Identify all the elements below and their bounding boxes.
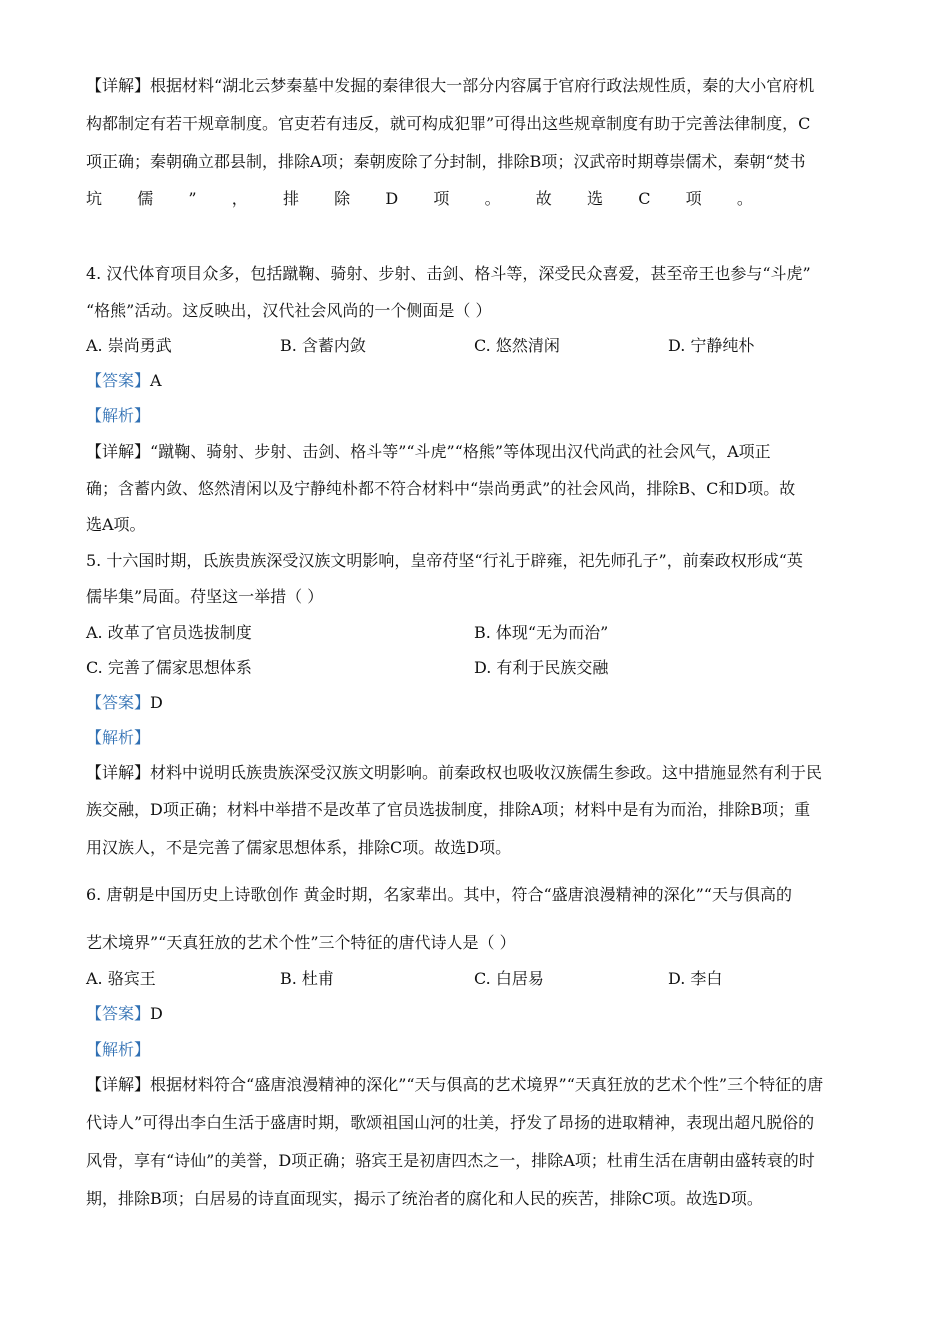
q4-detail-line-1: 【详解】“蹴鞠、骑射、步射、击剑、格斗等”“斗虎”“格熊”等体现出汉代尚武的社会风气，A项正 (86, 442, 771, 461)
q4-option-d: D. 宁静纯朴 (668, 336, 755, 355)
q4-detail-line-3: 选A项。 (86, 515, 146, 534)
q6-option-b: B. 杜甫 (280, 969, 334, 988)
q4-answer-value: A (150, 371, 162, 390)
q5-option-a: A. 改革了官员选拔制度 (86, 623, 252, 642)
q6-stem-line-1: 6. 唐朝是中国历史上诗歌创作 黄金时期，名家辈出。其中，符合“盛唐浪漫精神的深化”“天与俱高的 (86, 885, 792, 904)
answer-label: 【答案】 (86, 1004, 151, 1023)
q3-detail-line-4: 坑儒”，排除D项。故选C项。 (86, 189, 789, 208)
q3-detail-line-1: 【详解】根据材料“湖北云梦秦墓中发掘的秦律很大一部分内容属于官府行政法规性质，秦的大小官府机 (86, 76, 815, 95)
q4-stem-line-2: “格熊”活动。这反映出，汉代社会风尚的一个侧面是（ ） (86, 301, 492, 320)
q4-option-b: B. 含蓄内敛 (280, 336, 366, 355)
q4-stem-line-1: 4. 汉代体育项目众多，包括蹴鞠、骑射、步射、击剑、格斗等，深受民众喜爱，甚至帝王也参与“斗虎” (86, 264, 811, 283)
q4-option-c: C. 悠然清闲 (474, 336, 560, 355)
q5-stem-line-2: 儒毕集”局面。苻坚这一举措（ ） (86, 587, 324, 606)
q6-detail-line-3: 风骨，享有“诗仙”的美誉，D项正确；骆宾王是初唐四杰之一，排除A项；杜甫生活在唐朝由盛转衰的时 (86, 1151, 815, 1170)
q5-answer (86, 693, 866, 713)
q6-option-a: A. 骆宾王 (86, 969, 156, 988)
q6-option-d: D. 李白 (668, 969, 723, 988)
q5-option-c: C. 完善了儒家思想体系 (86, 658, 252, 677)
q4-analysis-label: 【解析】 (86, 406, 151, 425)
q6-answer-value: D (150, 1004, 163, 1023)
q6-detail-line-1: 【详解】根据材料符合“盛唐浪漫精神的深化”“天与俱高的艺术境界”“天真狂放的艺术个性”三个特征的唐 (86, 1075, 824, 1094)
answer-label: 【答案】 (86, 371, 151, 390)
q5-detail-line-2: 族交融，D项正确；材料中举措不是改革了官员选拔制度，排除A项；材料中是有为而治，排除B项；重 (86, 800, 811, 819)
q4-answer (86, 371, 866, 391)
detail-label: 【详解】 (86, 1075, 151, 1094)
q3-detail-line-3: 项正确；秦朝确立郡县制，排除A项；秦朝废除了分封制，排除B项；汉武帝时期尊崇儒术，秦朝“焚书 (86, 152, 806, 171)
q6-detail-line-4: 期，排除B项；白居易的诗直面现实，揭示了统治者的腐化和人民的疾苦，排除C项。故选D项。 (86, 1189, 763, 1208)
q6-answer (86, 1004, 866, 1024)
detail-label: 【详解】 (86, 442, 151, 461)
q5-detail-line-1: 【详解】材料中说明氐族贵族深受汉族文明影响。前秦政权也吸收汉族儒生参政。这中措施显然有利于民 (86, 763, 823, 782)
q3-detail-line-2: 构都制定有若干规章制度。官吏若有违反，就可构成犯罪”可得出这些规章制度有助于完善法律制度，C (86, 114, 811, 133)
q6-detail-line-2: 代诗人”可得出李白生活于盛唐时期，歌颂祖国山河的壮美，抒发了昂扬的进取精神，表现出超凡脱俗的 (86, 1113, 815, 1132)
detail-label: 【详解】 (86, 76, 151, 95)
q6-option-c: C. 白居易 (474, 969, 544, 988)
answer-label: 【答案】 (86, 693, 151, 712)
q5-option-b: B. 体现“无为而治” (474, 623, 609, 642)
q5-option-d: D. 有利于民族交融 (474, 658, 609, 677)
detail-label: 【详解】 (86, 763, 151, 782)
q6-stem-line-2: 艺术境界”“天真狂放的艺术个性”三个特征的唐代诗人是（ ） (86, 933, 516, 952)
q6-analysis-label: 【解析】 (86, 1040, 151, 1059)
q5-analysis-label: 【解析】 (86, 728, 151, 747)
q5-detail-line-3: 用汉族人，不是完善了儒家思想体系，排除C项。故选D项。 (86, 838, 512, 857)
q5-stem-line-1: 5. 十六国时期，氐族贵族深受汉族文明影响，皇帝苻坚“行礼于辟雍，祀先师孔子”，前秦政权形成“英 (86, 551, 803, 570)
q4-detail-line-2: 确；含蓄内敛、悠然清闲以及宁静纯朴都不符合材料中“崇尚勇武”的社会风尚，排除B、C和D项。故 (86, 479, 796, 498)
q4-option-a: A. 崇尚勇武 (86, 336, 172, 355)
q5-answer-value: D (150, 693, 163, 712)
